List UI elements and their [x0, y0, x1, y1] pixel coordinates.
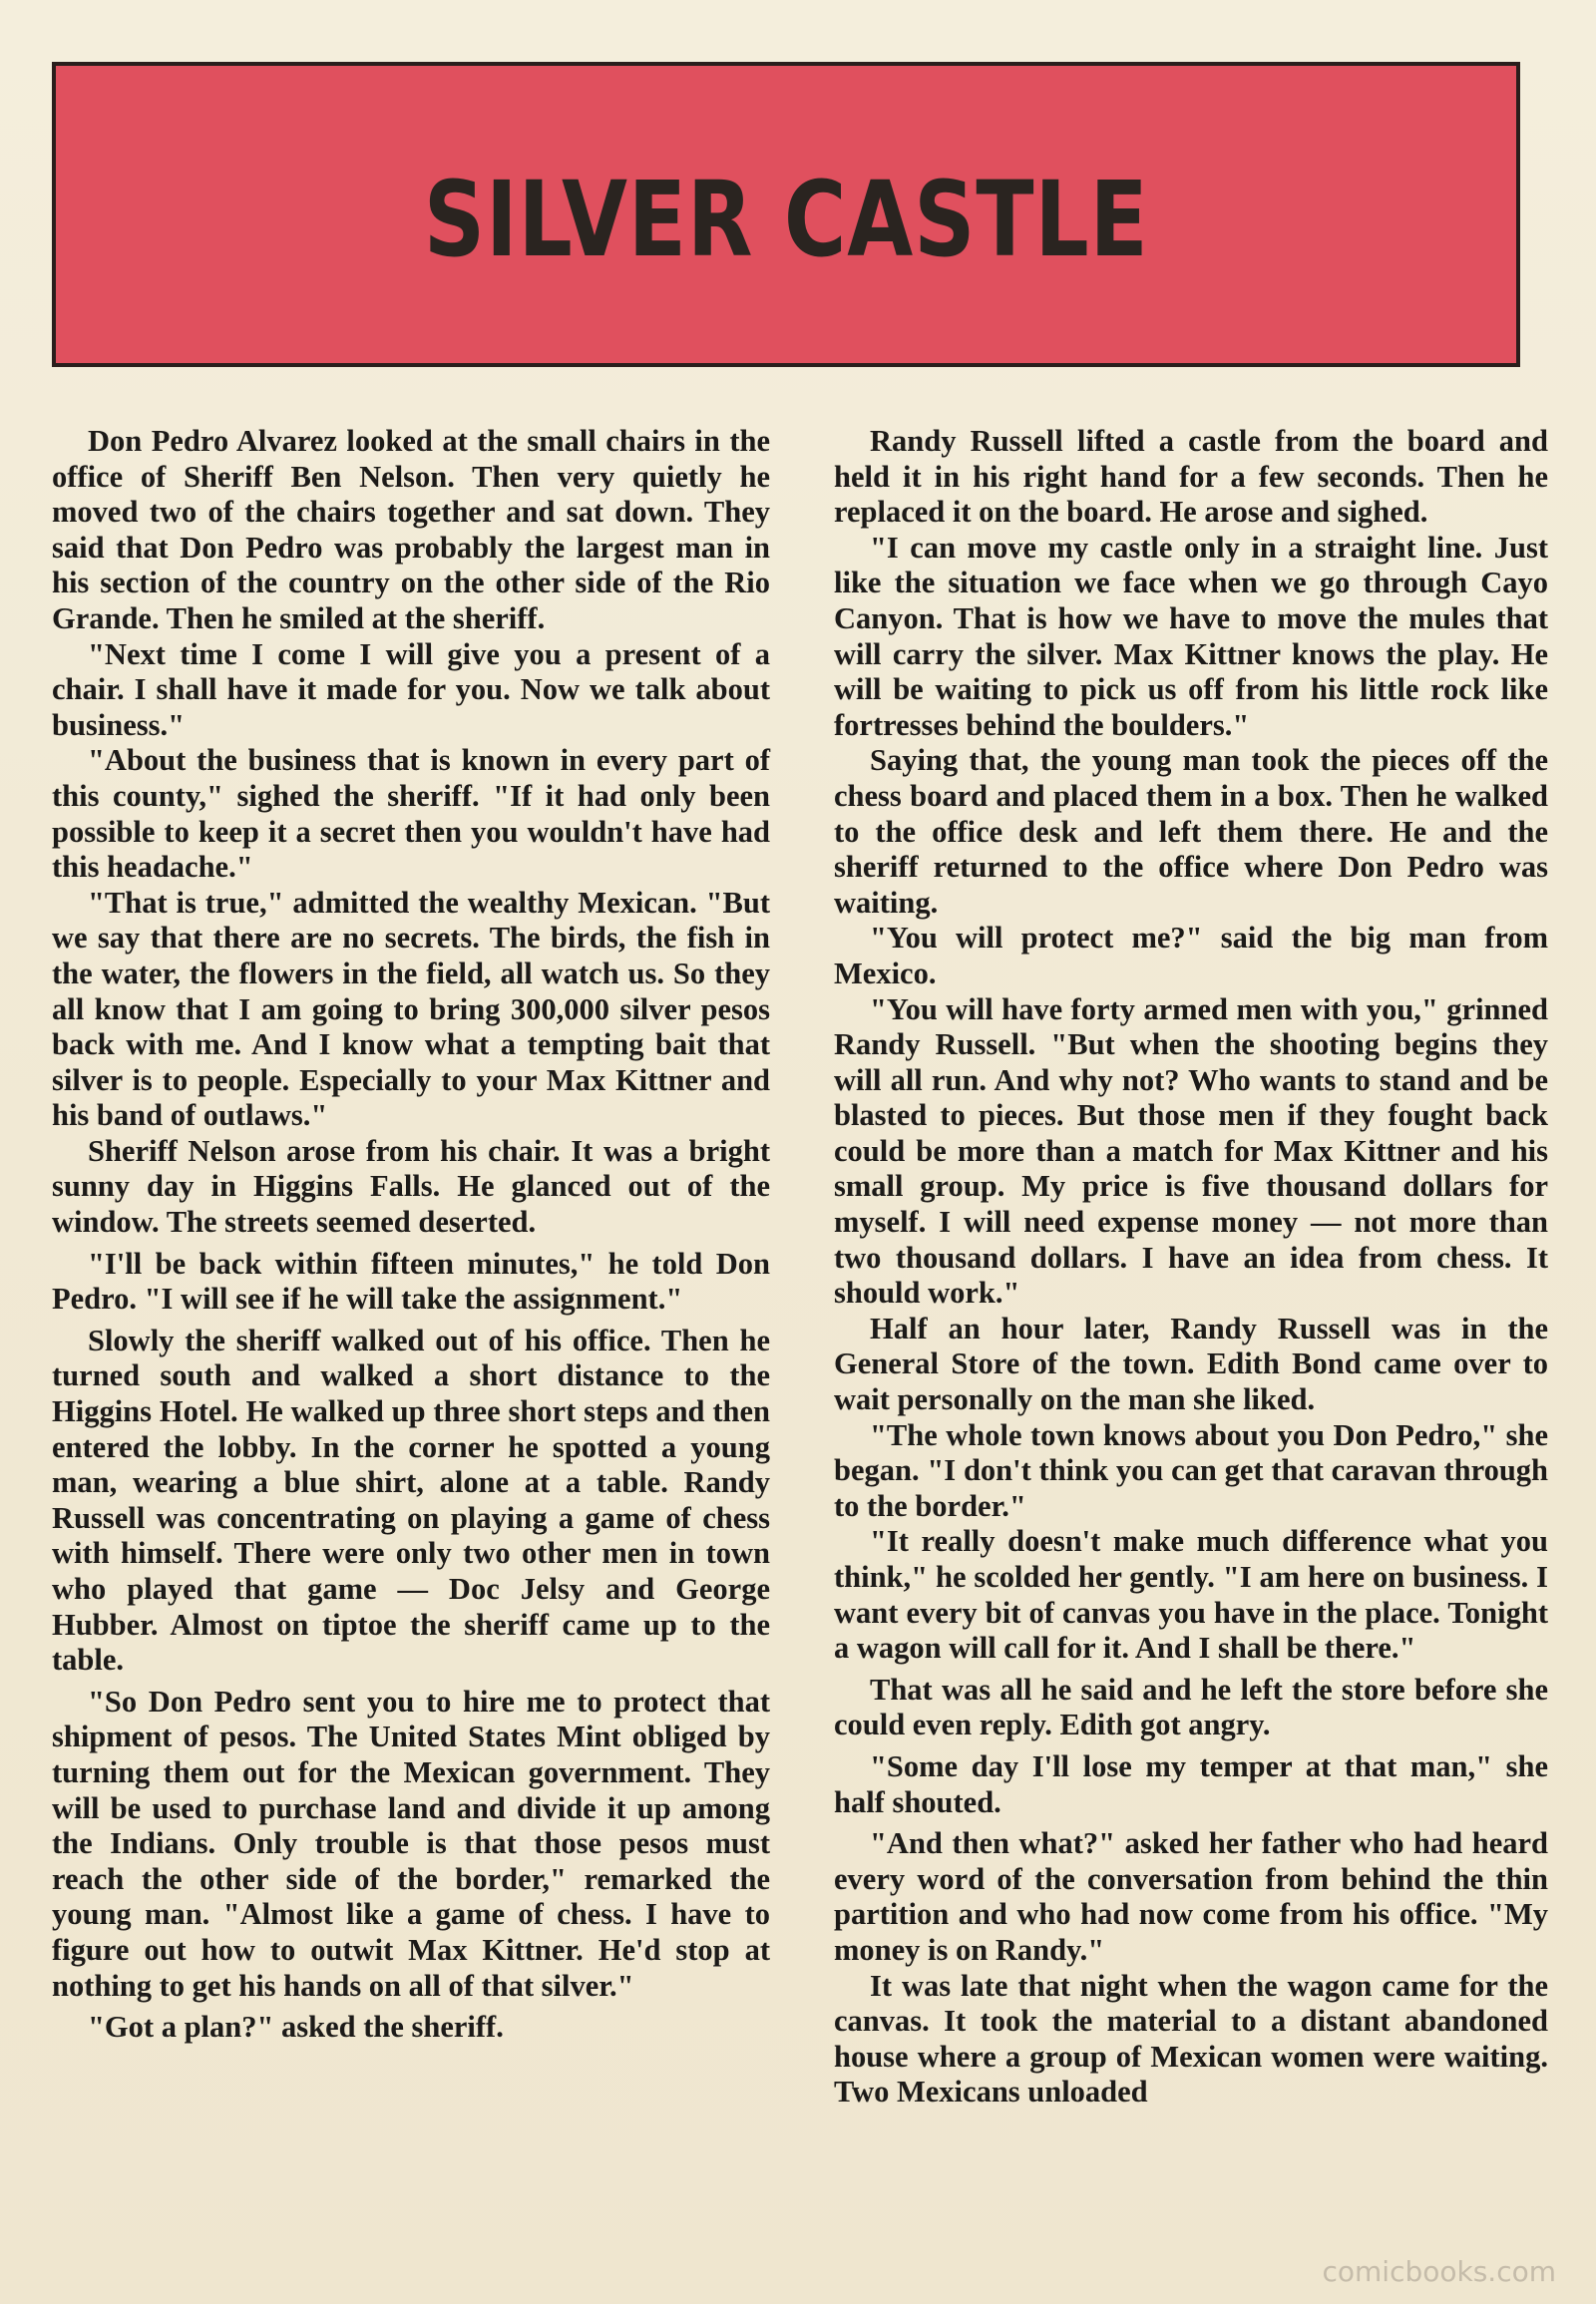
paragraph: It was late that night when the wagon came for the canvas. It took the material to a distant abandoned house where a group of Mexican women were waiting. Two Mexicans unloaded — [834, 1968, 1548, 2110]
watermark: comicbooks.com — [1322, 2255, 1556, 2288]
paragraph: "Some day I'll lose my temper at that man," she half shouted. — [834, 1748, 1548, 1819]
paragraph: That was all he said and he left the store before she could even reply. Edith got angry. — [834, 1672, 1548, 1742]
title-banner — [52, 62, 1520, 367]
paragraph: "You will protect me?" said the big man from Mexico. — [834, 921, 1548, 990]
paragraph: "I can move my castle only in a straight line. Just like the situation we face when we go through Cayo Canyon. That is how we have to move the mules that will carry the silver. Max Kittner knows the play. He will be waiting to pick us off from his little rock like fortresses behind the boulders." — [834, 530, 1548, 742]
paragraph: "Got a plan?" asked the sheriff. — [88, 2010, 504, 2045]
paragraph: "The whole town knows about you Don Pedro," she began. "I don't think you can get that caravan through to the border." — [834, 1417, 1548, 1523]
paragraph: Randy Russell lifted a castle from the board and held it in his right hand for a few seconds. Then he replaced it on the board. He arose and sighed. — [834, 424, 1548, 530]
paragraph: "So Don Pedro sent you to hire me to protect that shipment of pesos. The United States Mint obliged by turning them out for the Mexican government. They will be used to purchase land and divide it up among the Indians. Only trouble is that those pesos must reach the other side of the border," remarked the young man. "Almost like a game of chess. I have to figure out how to outwit Max Kittner. He'd stop at nothing to get his hands on all of that silver." — [52, 1684, 770, 2003]
paragraph: Saying that, the young man took the pieces off the chess board and placed them in a box. Then he walked to the office desk and left them there. He and the sheriff returned to the office where Don Pedro was waiting. — [834, 743, 1548, 920]
story-title: SILVER CASTLE — [423, 159, 1149, 280]
right-column — [834, 424, 1548, 2111]
paragraph: "I'll be back within fifteen minutes," he told Don Pedro. "I will see if he will take the assignment." — [52, 1246, 770, 1317]
paragraph: "It really doesn't make much difference what you think," he scolded her gently. "I am here on business. I want every bit of canvas you have in the place. Tonight a wagon will call for it. And I shall be there." — [834, 1524, 1548, 1666]
paragraph: "About the business that is known in every part of this county," sighed the sheriff. "If it had only been possible to keep it a secret then you wouldn't have had this headache." — [52, 743, 770, 885]
paragraph: Slowly the sheriff walked out of his office. Then he turned south and walked a short distance to the Higgins Hotel. He walked up three short steps and then entered the lobby. In the corner he spotted a young man, wearing a blue shirt, alone at a table. Randy Russell was concentrating on playing a game of chess with himself. There were only two other men in town who played that game — Doc Jelsy and George Hubber. Almost on tiptoe the sheriff came up to the table. — [52, 1323, 770, 1678]
paragraph: Half an hour later, Randy Russell was in the General Store of the town. Edith Bond came over to wait personally on the man she liked. — [834, 1311, 1548, 1417]
left-column — [52, 424, 770, 2046]
paragraph: "That is true," admitted the wealthy Mexican. "But we say that there are no secrets. The birds, the fish in the water, the flowers in the field, all watch us. So they all know that I am going to bring 300,000 silver pesos back with me. And I know what a tempting bait that silver is to people. Especially to your Max Kittner and his band of outlaws." — [52, 885, 770, 1133]
paragraph: Sheriff Nelson arose from his chair. It was a bright sunny day in Higgins Falls. He glanced out of the window. The streets seemed deserted. — [52, 1133, 770, 1240]
paragraph: "You will have forty armed men with you," grinned Randy Russell. "But when the shooting begins they will all run. And why not? Who wants to stand and be blasted to pieces. But those men if they fought back could be more than a match for Max Kittner and his small group. My price is five thousand dollars for myself. I will need expense money — not more than two thousand dollars. I have an idea from chess. It should work." — [834, 991, 1548, 1311]
paragraph: "Next time I come I will give you a present of a chair. I shall have it made for you. Now we talk about business." — [52, 636, 770, 742]
paragraph: "And then what?" asked her father who had heard every word of the conversation from behind the thin partition and who had now come from his office. "My money is on Randy." — [834, 1826, 1548, 1967]
paragraph: Don Pedro Alvarez looked at the small chairs in the office of Sheriff Ben Nelson. Then very quietly he moved two of the chairs together and sat down. They said that Don Pedro was probably the largest man in his section of the country on the other side of the Rio Grande. Then he smiled at the sheriff. — [52, 424, 770, 635]
